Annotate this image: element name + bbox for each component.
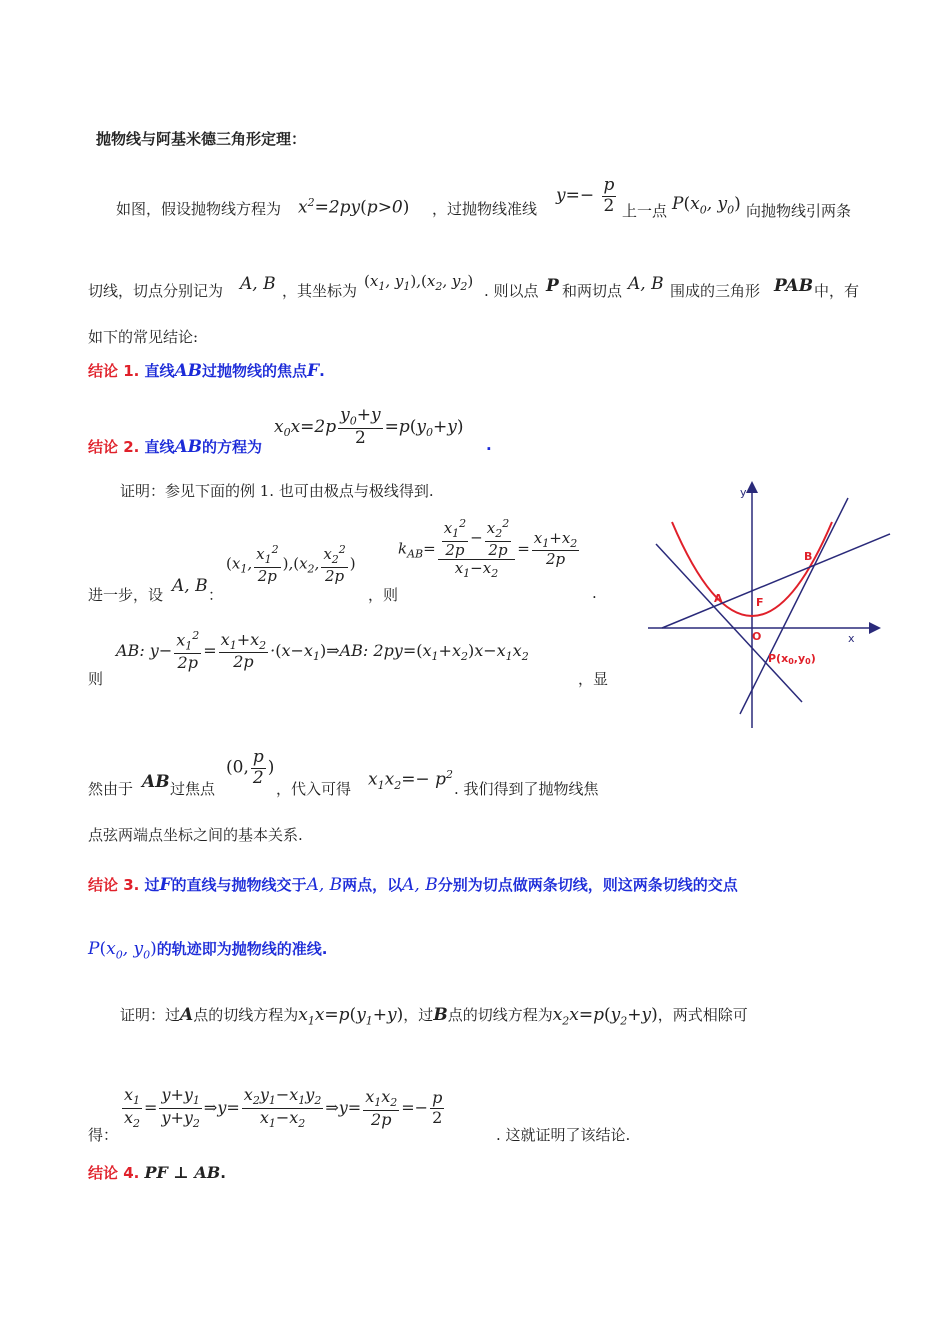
proof-text: . 我们得到了抛物线焦: [454, 780, 599, 798]
formula-focus: (0, $\frac{p}{2}$ ): [226, 747, 275, 788]
intro-text: 切线，切点分别记为: [88, 282, 224, 300]
intro-text: . 则以点: [484, 282, 539, 300]
intro-text: 如下的常见结论:: [88, 328, 199, 346]
tangent-a: [656, 544, 802, 702]
formula-point-p: $P(x_0$, $y_0$): [672, 194, 741, 217]
proof-text: .: [592, 584, 597, 602]
formula-ab: A, B: [172, 576, 208, 596]
proof-text: 进一步，设: [88, 586, 164, 604]
conclusion-2: 结论 2. 直线AB的方程为: [88, 437, 263, 457]
proof-3-line-1: 证明：过A点的切线方程为$x_1x=p(y_1+y)$，过B点的切线方程为$x_2x=p(y_2+y)$，两式相除可: [120, 1005, 748, 1028]
proof-text: 过焦点: [170, 780, 216, 798]
intro-line-1: 如图，假设抛物线方程为: [116, 200, 282, 218]
formula-slope: $k_{AB}=$ $\frac{x_1^2}{2p}$ − $\frac{x_2^2}{2p}$ $x_1-x_2$ = $\frac{x_1+x_2}{2p}$: [398, 517, 578, 580]
proof-text: 则: [88, 670, 104, 688]
conclusion-3: 结论 3. 过F的直线与抛物线交于A, B两点，以A, B分别为切点做两条切线，则这两条切线的交点: [88, 875, 738, 895]
formula-ab: A, B: [628, 274, 664, 294]
label-p: P(x0,y0): [768, 652, 816, 666]
intro-text: 向抛物线引两条: [746, 202, 852, 220]
period: .: [486, 436, 492, 454]
intro-text: 中，有: [814, 282, 860, 300]
proof-line: 证明：参见下面的例 1. 也可由极点与极线得到.: [120, 482, 434, 500]
formula-product: $x_1x_2=- p^2$: [368, 768, 453, 793]
formula-ab: A, B: [240, 274, 276, 294]
conclusion-4: 结论 4. PF ⊥ AB.: [88, 1163, 226, 1182]
proof-text: 点弦两端点坐标之间的基本关系.: [88, 826, 303, 844]
label-f: F: [756, 596, 764, 609]
intro-text: ，其坐标为: [282, 282, 358, 300]
parabola-figure: [640, 478, 900, 734]
intro-text: 和两切点: [562, 282, 623, 300]
formula-p: P: [546, 276, 559, 296]
label-b: B: [804, 550, 813, 563]
formula-ab: AB: [142, 772, 170, 792]
proof-text: ，代入可得: [276, 780, 352, 798]
proof-text: ：: [208, 586, 224, 604]
proof-text: ，则: [368, 586, 399, 604]
formula-directrix: y=− $\frac{p}{2}$: [556, 175, 615, 216]
formula-parabola: $x^2=2py(p>0)$: [298, 196, 410, 218]
proof-text: . 这就证明了该结论.: [496, 1126, 631, 1144]
y-axis-label: y: [740, 486, 747, 499]
x-axis-label: x: [848, 632, 855, 645]
formula-ab-eq: AB: y− $\frac{x_1^2}{2p}$ = $\frac{x_1+x_2}{2p}$ $\cdot(x-x_1)\Rightarrow AB$: $2py=(x_1+x_2)x-x_1x_2$: [116, 629, 529, 673]
label-o: O: [752, 630, 762, 643]
proof-text: ，显: [578, 670, 609, 688]
formula-divide: $\frac{x_1}{x_2}$ = $\frac{y+y_1}{y+y_2}$ ⇒y= $\frac{x_2y_1-x_1y_2}{x_1-x_2}$ ⇒y= $\frac{x_1x_2}{2p}$ =− $\frac{p}{2}$: [124, 1085, 443, 1131]
intro-text: 上一点: [622, 202, 668, 220]
proof-text: 得：: [88, 1126, 119, 1144]
intro-text: 围成的三角形: [670, 282, 761, 300]
conclusion-3-cont: $P(x_0$, $y_0$)的轨迹即为抛物线的准线.: [88, 939, 328, 962]
formula-ab-line: $x_0x=2p$ $\frac{y_0+y}{2}$ $=p(y_0+y)$: [274, 405, 464, 449]
page-title: 抛物线与阿基米德三角形定理：: [96, 130, 307, 148]
label-a: A: [714, 592, 723, 605]
formula-pab: PAB: [774, 276, 814, 296]
intro-text: ，过抛物线准线: [432, 200, 538, 218]
formula-coords: ($x_1$, $y_1),(x_2$, $y_2$): [364, 272, 474, 293]
proof-text: 然由于: [88, 780, 134, 798]
chord-ab: [662, 534, 890, 628]
formula-param: ($x_1$, $\frac{x_1^2}{2p}$ )$,(x_2$, $\frac{x_2^2}{2p}$ ): [226, 543, 356, 585]
conclusion-1: 结论 1. 直线AB过抛物线的焦点F.: [88, 361, 325, 381]
